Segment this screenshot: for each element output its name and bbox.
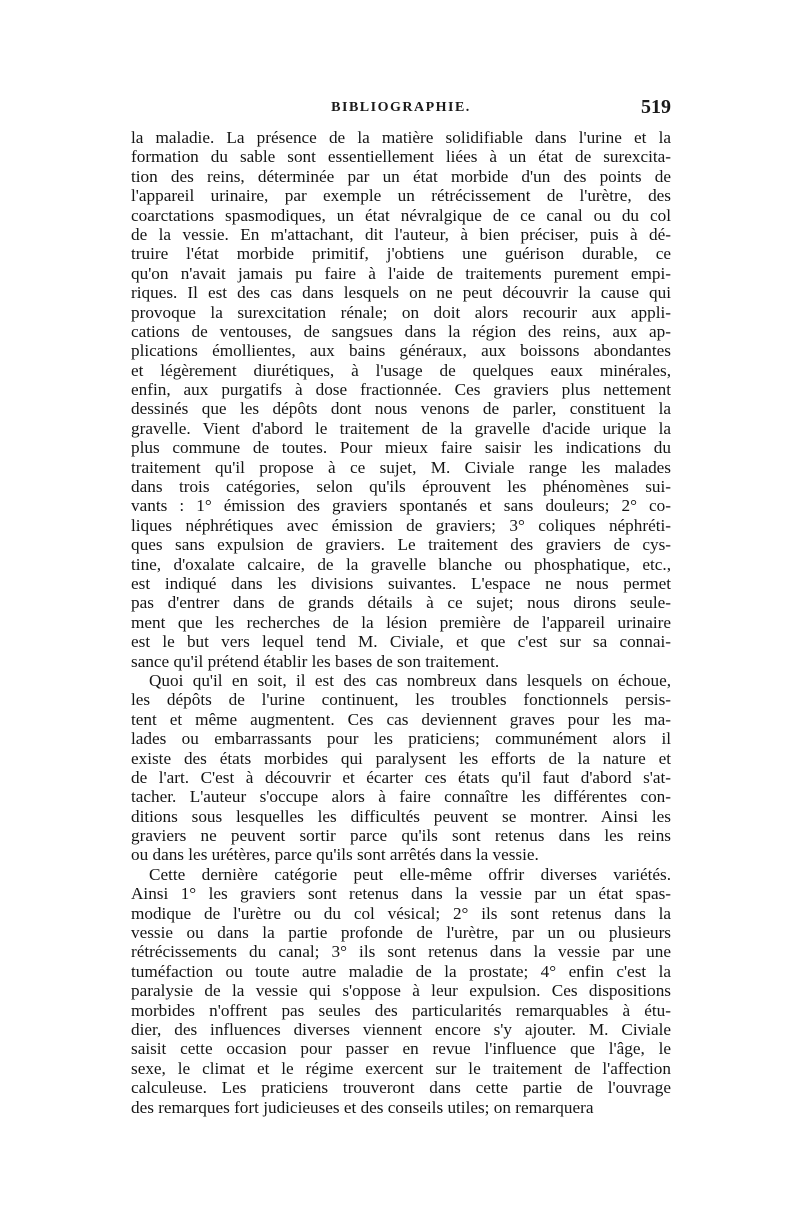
text-line: formation du sable sont essentiellement liées à un état de surexcita-: [131, 147, 671, 167]
running-title: BIBLIOGRAPHIE.: [331, 100, 471, 115]
text-line: Cette dernière catégorie peut elle-même offrir diverses variétés.: [149, 864, 671, 884]
text-line: les dépôts de l'urine continuent, les troubles fonctionnels persis-: [131, 690, 671, 710]
text-line: lades ou embarrassants pour les praticiens; communément alors il: [131, 729, 671, 749]
text-line: sexe, le climat et le régime exercent sur le traitement de l'affection: [131, 1058, 671, 1078]
text-line: Quoi qu'il en soit, il est des cas nombreux dans lesquels on échoue,: [149, 670, 671, 690]
text-line: est indiqué dans les divisions suivantes. L'espace ne nous permet: [131, 573, 671, 593]
text-line: des remarques fort judicieuses et des conseils utiles; on remarquera: [131, 1097, 594, 1117]
text-line: tion des reins, déterminée par un état morbide d'un des points de: [131, 166, 671, 186]
text-line: tent et même augmentent. Ces cas deviennent graves pour les ma-: [131, 709, 671, 729]
text-line: modique de l'urètre ou du col vésical; 2° ils sont retenus dans la: [131, 903, 671, 923]
text-line: provoque la surexcitation rénale; on doit alors recourir aux appli-: [131, 302, 671, 322]
text-line: plus commune de toutes. Pour mieux faire saisir les indications du: [131, 438, 671, 458]
text-line: plications émollientes, aux bains généraux, aux boissons abondantes: [131, 341, 671, 361]
text-line: sance qu'il prétend établir les bases de son traitement.: [131, 651, 500, 671]
text-line: qu'on n'avait jamais pu faire à l'aide de traitements purement empi-: [131, 263, 671, 283]
text-line: saisit cette occasion pour passer en revue l'influence que l'âge, le: [131, 1039, 671, 1059]
text-line: cations de ventouses, de sangsues dans la région des reins, aux ap-: [131, 321, 671, 341]
text-line: tine, d'oxalate calcaire, de la gravelle blanche ou phosphatique, etc.,: [131, 554, 671, 574]
text-line: enfin, aux purgatifs à dose fractionnée. Ces graviers plus nettement: [131, 380, 671, 400]
text-line: coarctations spasmodiques, un état névralgique de ce canal ou du col: [131, 205, 671, 225]
text-line: dier, des influences diverses viennent encore s'y ajouter. M. Civiale: [131, 1019, 671, 1039]
text-line: liques néphrétiques avec émission de graviers; 3° coliques néphréti-: [131, 515, 671, 535]
text-line: ment que les recherches de la lésion première de l'appareil urinaire: [131, 612, 671, 632]
text-line: l'appareil urinaire, par exemple un rétrécissement de l'urètre, des: [131, 186, 671, 206]
text-line: graviers ne peuvent sortir parce qu'ils sont retenus dans les reins: [131, 826, 671, 846]
text-line: dessinés que les dépôts dont nous venons de parler, constituent la: [131, 399, 671, 419]
text-line: vants : 1° émission des graviers spontanés et sans douleurs; 2° co-: [131, 496, 671, 516]
text-line: ditions sous lesquelles les difficultés peuvent se montrer. Ainsi les: [131, 806, 671, 826]
text-line: dans trois catégories, selon qu'ils éprouvent les phénomènes sui-: [131, 477, 671, 497]
text-line: ou dans les urétères, parce qu'ils sont arrêtés dans la vessie.: [131, 845, 539, 865]
text-line: pas d'entrer dans de grands détails à ce sujet; nous dirons seule-: [131, 593, 671, 613]
text-line: tuméfaction ou toute autre maladie de la prostate; 4° enfin c'est la: [131, 961, 671, 981]
text-line: de l'art. C'est à découvrir et écarter ces états qu'il faut d'abord s'at-: [131, 767, 671, 787]
text-line: riques. Il est des cas dans lesquels on ne peut découvrir la cause qui: [131, 283, 671, 303]
page-number: 519: [641, 96, 671, 118]
text-line: la maladie. La présence de la matière solidifiable dans l'urine et la: [131, 128, 671, 147]
text-line: paralysie de la vessie qui s'oppose à leur expulsion. Ces dispositions: [131, 981, 671, 1001]
text-line: de la vessie. En m'attachant, dit l'auteur, à bien préciser, puis à dé-: [131, 224, 671, 244]
text-line: ques sans expulsion de graviers. Le traitement des graviers de cys-: [131, 535, 671, 555]
text-line: gravelle. Vient d'abord le traitement de la gravelle d'acide urique la: [131, 418, 671, 438]
body-text: [131, 128, 671, 1117]
text-line: et légèrement diurétiques, à l'usage de quelques eaux minérales,: [131, 360, 671, 380]
text-line: vessie ou dans la partie profonde de l'urètre, par un ou plusieurs: [131, 923, 671, 943]
running-head: [131, 96, 671, 122]
text-line: calculeuse. Les praticiens trouveront dans cette partie de l'ouvrage: [131, 1078, 671, 1098]
text-line: rétrécissements du canal; 3° ils sont retenus dans la vessie par une: [131, 942, 671, 962]
text-line: traitement qu'il propose à ce sujet, M. Civiale range les malades: [131, 457, 671, 477]
text-line: morbides n'offrent pas seules des particularités remarquables à étu-: [131, 1000, 671, 1020]
text-line: est le but vers lequel tend M. Civiale, et que c'est sur sa connai-: [131, 632, 671, 652]
text-line: existe des états morbides qui paralysent les efforts de la nature et: [131, 748, 671, 768]
text-line: truire l'état morbide primitif, j'obtiens une guérison durable, ce: [131, 244, 671, 264]
text-line: tacher. L'auteur s'occupe alors à faire connaître les différentes con-: [131, 787, 671, 807]
text-line: Ainsi 1° les graviers sont retenus dans la vessie par un état spas-: [131, 884, 671, 904]
